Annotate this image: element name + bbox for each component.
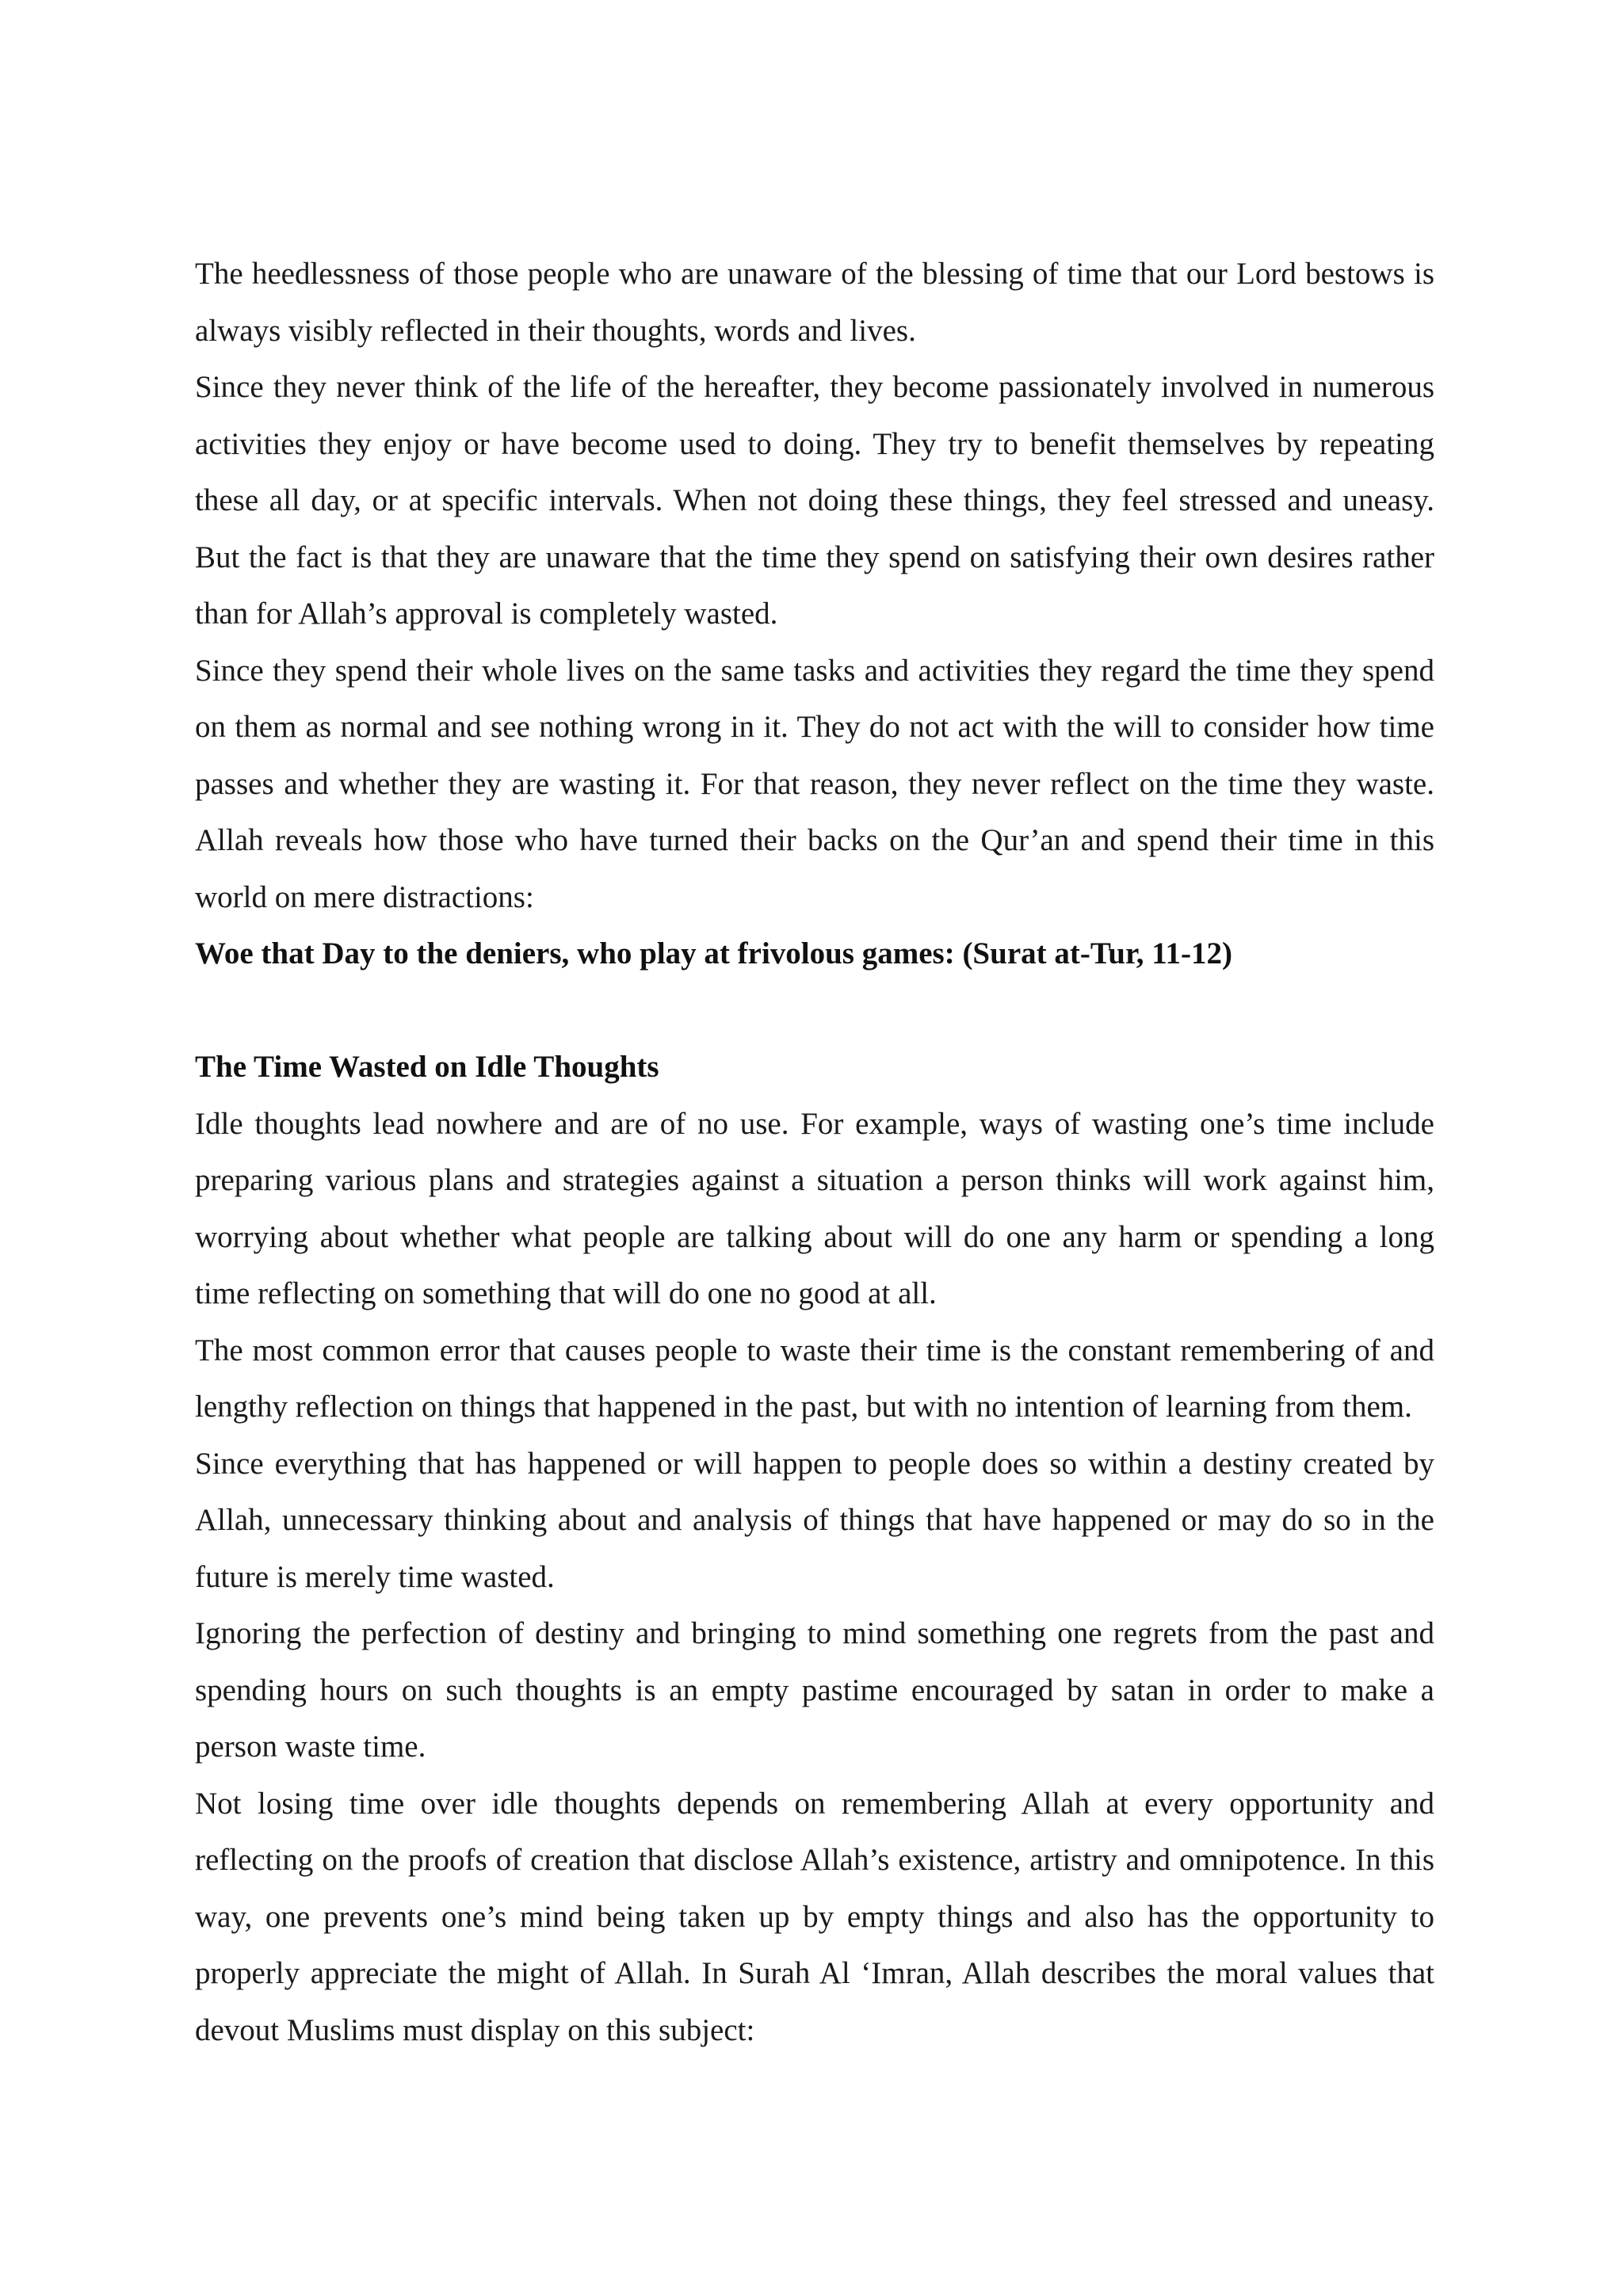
section-heading: The Time Wasted on Idle Thoughts — [195, 1050, 659, 1084]
paragraph: Since they never think of the life of the hereafter, they become passionately involved in numerous activities they enjoy or have become used to doing. They try to benefit themselves by repeating these all day, or at specific intervals. When not doing these things, they feel stressed and uneasy. But the fact is that they are unaware that the time they spend on satisfying their own desires rather than for Allah’s approval is completely wasted. — [195, 370, 1434, 631]
paragraph: The most common error that causes people to waste their time is the constant remembering of and lengthy reflection on things that happened in the past, but with no intention of learning from them. — [195, 1333, 1434, 1424]
document-page — [195, 246, 1434, 2058]
paragraph: Since they spend their whole lives on the same tasks and activities they regard the time they spend on them as normal and see nothing wrong in it. They do not act with the will to consider how time passes and whether they are wasting it. For that reason, they never reflect on the time they waste. Allah reveals how those who have turned their backs on the Qur’an and spend their time in this world on mere distractions: — [195, 653, 1434, 914]
paragraph: The heedlessness of those people who are unaware of the blessing of time that our Lord bestows is always visibly reflected in their thoughts, words and lives. — [195, 257, 1434, 348]
paragraph: Not losing time over idle thoughts depends on remembering Allah at every opportunity and reflecting on the proofs of creation that disclose Allah’s existence, artistry and omnipotence. In this way, one prevents one’s mind being taken up by empty things and also has the opportunity to properly appreciate the might of Allah. In Surah Al ‘Imran, Allah describes the moral values that devout Muslims must display on this subject: — [195, 1786, 1434, 2047]
paragraph: Idle thoughts lead nowhere and are of no use. For example, ways of wasting one’s time include preparing various plans and strategies against a situation a person thinks will work against him, worrying about whether what people are talking about will do one any harm or spending a long time reflecting on something that will do one no good at all. — [195, 1106, 1434, 1310]
verse-quote: Woe that Day to the deniers, who play at frivolous games: (Surat at-Tur, 11-12) — [195, 936, 1233, 971]
paragraph: Ignoring the perfection of destiny and bringing to mind something one regrets from the past and spending hours on such thoughts is an empty pastime encouraged by satan in order to make a person waste time. — [195, 1616, 1434, 1764]
paragraph: Since everything that has happened or will happen to people does so within a destiny created by Allah, unnecessary thinking about and analysis of things that have happened or may do so in the future is merely time wasted. — [195, 1446, 1434, 1594]
